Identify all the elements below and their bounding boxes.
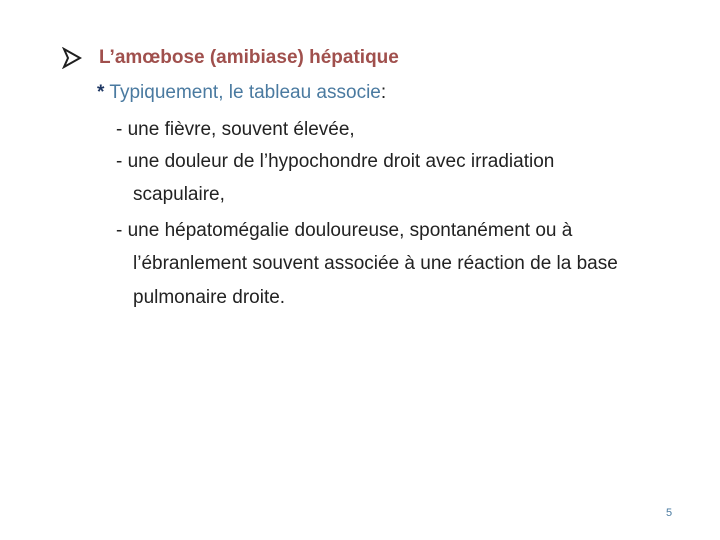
heading-row: [62, 44, 399, 72]
list-item-pain-continuation: scapulaire,: [133, 184, 225, 205]
slide-heading: L’amœbose (amibiase) hépatique: [99, 47, 399, 68]
page-number: 5: [666, 507, 673, 519]
subheading-colon: :: [380, 82, 387, 103]
star-marker: *: [97, 82, 105, 103]
list-item-hepatomegaly: - une hépatomégalie douloureuse, spontanément ou à: [116, 220, 573, 241]
arrowhead-bullet-icon: [62, 47, 82, 69]
list-item-hepatomegaly-continuation-1: l’ébranlement souvent associée à une réaction de la base: [133, 253, 618, 274]
list-item-pain: - une douleur de l’hypochondre droit avec irradiation: [116, 151, 555, 172]
list-item-fever: - une fièvre, souvent élevée,: [116, 119, 355, 140]
list-item-hepatomegaly-continuation-2: pulmonaire droite.: [133, 287, 286, 308]
subheading-row: [97, 80, 386, 106]
subheading-text: Typiquement, le tableau associe: [109, 82, 381, 103]
